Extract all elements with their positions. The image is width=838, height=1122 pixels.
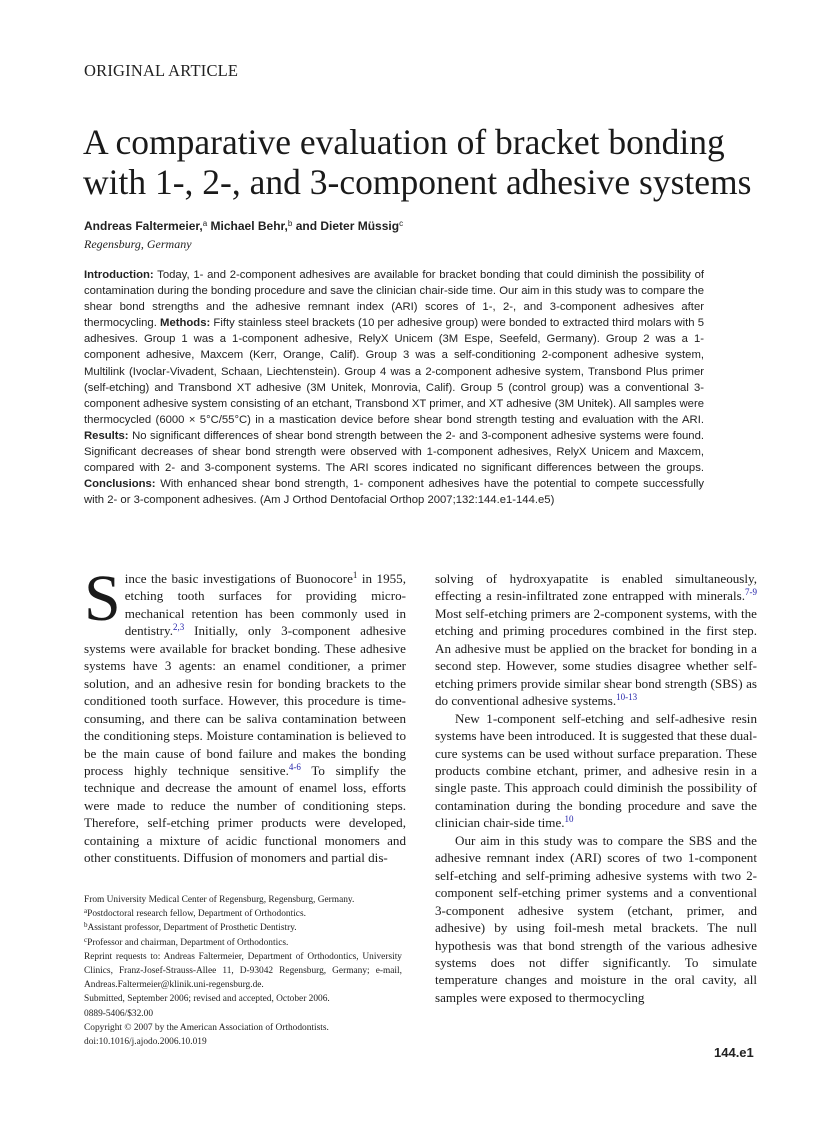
footnote-text: Postdoctoral research fellow, Department of Orthodontics. bbox=[87, 909, 306, 920]
footnote-issn: 0889-5406/$32.00 bbox=[84, 1008, 154, 1019]
author-affiliation-marker: b bbox=[287, 219, 293, 228]
abstract-methods-text: Fifty stainless steel brackets (10 per adhesive group) were bonded to extracted third molars with 5 adhesives. Group 1 was a 1-component adhesive, RelyX Unicem (3M Espe, Seefeld, Germany). Group 2 was a 1-component adhesive, Maxcem (Kerr, Orange, Calif). Group 3 was a self-conditioning 2-component adhesive system, Multilink (Ivoclar-Vivadent, Schaan, Liechtenstein). Group 4 was a 2-component adhesive system, Transbond Plus primer (self-etching) and Transbond XT adhesive (3M Unitek, Monrovia, Calif). Group 5 (control group) was a conventional 3-component adhesive system consisting of an etchant, Transbond XT primer, and XT adhesive (3M Unitek). All samples were thermocycled (6000 × 5°C/55°C) in a mastication device before shear bond strength testing and evaluation with the ARI. bbox=[84, 317, 704, 426]
footnote-from: From University Medical Center of Regensburg, Regensburg, Germany. bbox=[84, 895, 355, 905]
footnote-reprint: Reprint requests to: Andreas Faltermeier, Department of Orthodontics, University Clinics, Franz-Josef-Strauss-Allee 11, D-93042 Regensburg, Germany; e-mail, Andreas.Faltermeier@klinik.uni-regensburg.de. bbox=[84, 951, 402, 991]
article-title: A comparative evaluation of bracket bonding with 1-, 2-, and 3-component adhesive systems bbox=[83, 122, 752, 202]
abstract-conclusions-text: With enhanced shear bond strength, 1- component adhesives have the potential to compete successfully with 2- or 3-component adhesives. (Am J Orthod Dentofacial Orthop 2007;132:144.e1-144.e5) bbox=[84, 478, 704, 507]
body-text: Initially, only 3-component adhesive systems were available for bracket bonding. These adhesive systems have 3 agents: an enamel conditioner, a primer solution, and an adhesive resin for bonding brackets to the conditioned tooth surface. However, this procedure is time-consuming, and there can be saliva contamination between the conditioning steps. Moisture contamination is believed to be the main cause of bond failure and makes the bonding process highly technique sensitive. bbox=[84, 623, 406, 778]
body-text: in 1955, etching tooth surfaces for providing micro-mechanical retention has been commonly used in dentistry. bbox=[124, 571, 407, 639]
footnote-marker: c bbox=[84, 935, 88, 944]
author-location: Regensburg, Germany bbox=[84, 237, 192, 251]
author-name: and Dieter Müssig bbox=[295, 219, 400, 233]
footnote-doi[interactable]: doi:10.1016/j.ajodo.2006.10.019 bbox=[84, 1037, 207, 1048]
abstract bbox=[84, 267, 704, 508]
page-number: 144.e1 bbox=[714, 1045, 754, 1060]
body-text: New 1-component self-etching and self-adhesive resin systems have been introduced. It is suggested that these dual-cure systems can be used without surface preparation. These products combine etchant, primer, and adhesive resin in a single paste. This approach could diminish the possibility of contamination during the bonding procedure and save the clinician chair-side time. bbox=[435, 710, 757, 831]
body-paragraph bbox=[435, 710, 757, 832]
footnote-text: Assistant professor, Department of Prosthetic Dentistry. bbox=[87, 923, 297, 934]
footnote-b bbox=[84, 921, 402, 935]
abstract-results-text: No significant differences of shear bond strength between the 2- and 3-component adhesive systems were found. Significant decreases of shear bond strength were observed with 1-component adhesives, RelyX Unicem and Maxcem, compared with 2- and 3-component systems. The ARI scores indicated no significant differences between the groups. bbox=[84, 429, 704, 475]
abstract-methods-label: Methods: bbox=[160, 317, 211, 330]
footnote-text: Professor and chairman, Department of Orthodontics. bbox=[87, 937, 289, 948]
abstract-results-label: Results: bbox=[84, 429, 129, 442]
reference-link[interactable]: 7-9 bbox=[745, 587, 757, 598]
body-paragraph bbox=[435, 570, 757, 710]
reference-link[interactable]: 10-13 bbox=[616, 692, 638, 703]
footnote-copyright: Copyright © 2007 by the American Association of Orthodontists. bbox=[84, 1022, 329, 1033]
reference-link[interactable]: 4-6 bbox=[288, 761, 301, 772]
body-text: Most self-etching primers are 2-component systems, with the etching and priming procedures combined in the first step. An adhesive must be applied on the bracket for bonding in a second step. However, some studies disagree whether self-etching primers provide similar shear bond strength (SBS) as do conventional adhesive systems. bbox=[435, 605, 757, 709]
author-list bbox=[84, 219, 403, 233]
author-name: Andreas Faltermeier, bbox=[84, 219, 203, 233]
footnote-marker: b bbox=[84, 921, 88, 930]
body-text: To simplify the technique and decrease the amount of enamel loss, efforts were made to reduce the number of conditioning steps. Therefore, self-etching primer products were developed, containing a mixture of acidic functional monomers and other constituents. Diffusion of monomers and partial dis- bbox=[84, 762, 406, 866]
body-paragraph bbox=[84, 562, 407, 867]
reference-link[interactable]: 2,3 bbox=[172, 622, 185, 633]
author-name: Michael Behr, bbox=[210, 219, 288, 233]
footnotes bbox=[84, 893, 402, 1049]
abstract-introduction-text: Today, 1- and 2-component adhesives are available for bracket bonding that could diminish the possibility of contamination during the bonding procedure and save the clinician chair-side time. Our aim in this study was to compare the shear bond strengths and the adhesive remnant index (ARI) scores of 1-, 2-, and 3-component adhesives after thermocycling. bbox=[84, 269, 704, 330]
body-column-right bbox=[435, 570, 757, 1006]
author-affiliation-marker: a bbox=[202, 219, 208, 228]
body-column-left bbox=[84, 562, 407, 867]
footnote-submitted: Submitted, September 2006; revised and accepted, October 2006. bbox=[84, 994, 330, 1005]
drop-cap: S bbox=[84, 562, 121, 635]
author-affiliation-marker: c bbox=[399, 219, 404, 228]
body-paragraph: Our aim in this study was to compare the SBS and the adhesive remnant index (ARI) scores of two 1-component self-etching and self-priming adhesive systems with two 2-component self-etching primer systems and a conventional 3-component adhesive system (etchant, primer, and adhesive) by using foil-mesh metal brackets. The null hypothesis was that bond strength of the various adhesive systems does not differ significantly. To simulate temperature changes and moisture in the oral cavity, all samples were exposed to thermocycling bbox=[435, 832, 757, 1005]
abstract-introduction-label: Introduction: bbox=[84, 269, 154, 281]
section-label: ORIGINAL ARTICLE bbox=[84, 61, 239, 80]
footnote-a bbox=[84, 907, 402, 921]
reference-link[interactable]: 10 bbox=[564, 814, 574, 825]
reference-marker: 1 bbox=[352, 570, 358, 580]
body-text: solving of hydroxyapatite is enabled simultaneously, effecting a resin-infiltrated zone entrapped with minerals. bbox=[435, 571, 757, 604]
footnote-marker: a bbox=[84, 907, 88, 916]
abstract-conclusions-label: Conclusions: bbox=[84, 478, 156, 491]
footnote-c bbox=[84, 936, 402, 950]
body-text: ince the basic investigations of Buonocore bbox=[124, 571, 353, 586]
